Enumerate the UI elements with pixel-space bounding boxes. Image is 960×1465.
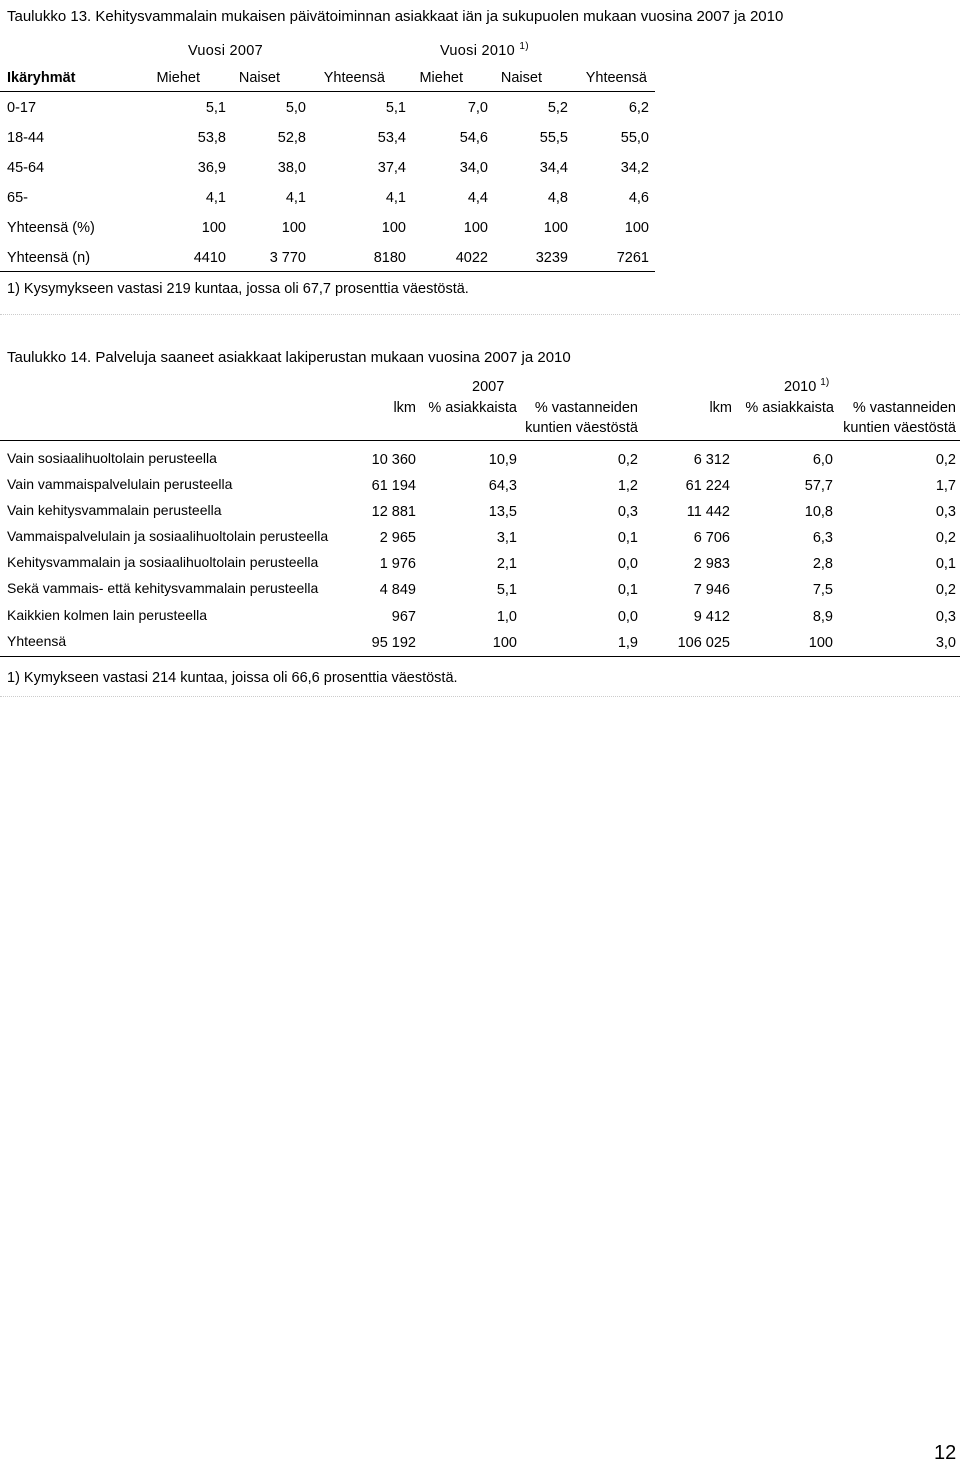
table14-cell: 0,2 <box>935 582 956 598</box>
table13-cell: 4,4 <box>467 190 488 206</box>
table14-cell: 100 <box>492 635 517 651</box>
section-divider <box>0 696 960 697</box>
table14-cell: 100 <box>808 635 833 651</box>
table13-col-header: Miehet <box>419 70 463 86</box>
table14-cell: 13,5 <box>488 504 517 520</box>
table14-cell: 6,3 <box>812 530 833 546</box>
table13-cell: 34,4 <box>539 160 568 176</box>
table14-cell: 6 706 <box>693 530 730 546</box>
table14-title: Taulukko 14. Palveluja saaneet asiakkaat lakiperustan mukaan vuosina 2007 ja 2010 <box>7 349 571 366</box>
table13-cell: 53,4 <box>377 130 406 146</box>
table13-year1-header: Vuosi 2007 <box>188 43 264 59</box>
table14-cell: 0,0 <box>617 556 638 572</box>
table13-cell: 5,2 <box>547 100 568 116</box>
table13-cell: 3239 <box>535 250 568 266</box>
table14-cell: 11 442 <box>686 504 730 520</box>
table14-row-label: Kehitysvammalain ja sosiaalihuoltolain perusteella <box>7 554 319 570</box>
table14-row-label: Kaikkien kolmen lain perusteella <box>7 607 207 623</box>
table13-cell: 55,0 <box>620 130 649 146</box>
table13-cell: 34,2 <box>620 160 649 176</box>
table14-row-label: Sekä vammais- että kehitysvammalain perusteella <box>7 580 319 596</box>
table14-col-lkm: lkm <box>709 400 732 416</box>
table13-cell: 7,0 <box>467 100 488 116</box>
table14-cell: 7,5 <box>812 582 833 598</box>
table14-cell: 64,3 <box>488 478 517 494</box>
table13-cell: 52,8 <box>277 130 306 146</box>
table13-cell: 55,5 <box>539 130 568 146</box>
table13-cell: 4,8 <box>547 190 568 206</box>
table14-cell: 4 849 <box>379 582 416 598</box>
table13-row-label: Yhteensä (n) <box>7 250 91 266</box>
table14-cell: 1,7 <box>935 478 956 494</box>
section-divider <box>0 314 960 315</box>
table14-col-lkm: lkm <box>393 400 416 416</box>
table13-cell: 8180 <box>373 250 406 266</box>
table14-cell: 61 194 <box>371 478 416 494</box>
table14-cell: 95 192 <box>371 635 416 651</box>
table14-cell: 6 312 <box>693 452 730 468</box>
table13-year2-header: Vuosi 2010 $^{1)}$ <box>440 41 529 59</box>
table13-cell: 4022 <box>455 250 488 266</box>
table13-col-header: Yhteensä <box>323 70 385 86</box>
table14-cell: 1,9 <box>617 635 638 651</box>
table14-cell: 0,3 <box>935 504 956 520</box>
table13-cell: 4,6 <box>628 190 649 206</box>
table14-cell: 5,1 <box>496 582 517 598</box>
table14-cell: 1,2 <box>617 478 638 494</box>
table13-cell: 7261 <box>616 250 649 266</box>
table14-cell: 3,0 <box>935 635 956 651</box>
table13-cell: 100 <box>201 220 226 236</box>
table13-cell: 54,6 <box>459 130 488 146</box>
table14-col-pct-pop: % vastanneiden <box>534 400 638 416</box>
table14-cell: 2 983 <box>693 556 730 572</box>
table13-cell: 4410 <box>193 250 226 266</box>
table13-col-header: Miehet <box>156 70 200 86</box>
table13-first-header: Ikäryhmät <box>7 70 76 86</box>
table14-cell: 57,7 <box>804 478 833 494</box>
table14-cell: 7 946 <box>693 582 730 598</box>
table14-cell: 10,8 <box>804 504 833 520</box>
table14-col-pct-pop-line2: kuntien väestöstä <box>525 420 638 436</box>
table14-cell: 2,1 <box>496 556 517 572</box>
table14-col-pct-clients: % asiakkaista <box>428 400 517 416</box>
table13-row-label: 45-64 <box>7 160 45 176</box>
table14-cell: 0,1 <box>935 556 956 572</box>
table14-cell: 10,9 <box>488 452 517 468</box>
table13-row-label: 65- <box>7 190 28 206</box>
table13-cell: 4,1 <box>285 190 306 206</box>
table13-row-label: Yhteensä (%) <box>7 220 95 236</box>
table14-cell: 0,2 <box>617 452 638 468</box>
table13-row-label: 18-44 <box>7 130 45 146</box>
table13-col-header: Yhteensä <box>585 70 647 86</box>
table13-cell: 100 <box>463 220 488 236</box>
table13-cell: 5,1 <box>205 100 226 116</box>
table14-cell: 10 360 <box>371 452 416 468</box>
table13-col-header: Naiset <box>238 70 280 86</box>
table13-cell: 37,4 <box>377 160 406 176</box>
table14-header-rule <box>0 440 960 441</box>
table13-cell: 3 770 <box>269 250 306 266</box>
table13-cell: 53,8 <box>197 130 226 146</box>
table13-cell: 5,0 <box>285 100 306 116</box>
table14-cell: 0,2 <box>935 530 956 546</box>
table13-title: Taulukko 13. Kehitysvammalain mukaisen päivätoiminnan asiakkaat iän ja sukupuolen mukaan vuosina 2007 ja 2010 <box>7 8 784 25</box>
table14-col-pct-clients: % asiakkaista <box>745 400 834 416</box>
table13-cell: 4,1 <box>385 190 406 206</box>
table13-cell: 4,1 <box>205 190 226 206</box>
table14-cell: 12 881 <box>371 504 416 520</box>
table13-row-label: 0-17 <box>7 100 37 116</box>
table14-cell: 9 412 <box>693 609 730 625</box>
table14-col-pct-pop: % vastanneiden <box>852 400 956 416</box>
table13-cell: 100 <box>543 220 568 236</box>
table14-row-label: Vammaispalvelulain ja sosiaalihuoltolain perusteella <box>7 528 329 544</box>
table14-row-label: Vain sosiaalihuoltolain perusteella <box>7 450 217 466</box>
table14-cell: 967 <box>391 609 416 625</box>
table14-cell: 0,1 <box>617 530 638 546</box>
table13-header-rule <box>0 91 655 92</box>
table14-cell: 1,0 <box>496 609 517 625</box>
table14-cell: 8,9 <box>812 609 833 625</box>
table14-year1-header: 2007 <box>472 379 505 395</box>
table13-footnote: 1) Kysymykseen vastasi 219 kuntaa, jossa oli 67,7 prosenttia väestöstä. <box>7 281 469 297</box>
table14-cell: 0,3 <box>935 609 956 625</box>
table13-cell: 5,1 <box>385 100 406 116</box>
table13-cell: 100 <box>381 220 406 236</box>
table13-cell: 34,0 <box>459 160 488 176</box>
table14-row-label: Vain vammaispalvelulain perusteella <box>7 476 233 492</box>
table14-footnote: 1) Kymykseen vastasi 214 kuntaa, joissa oli 66,6 prosenttia väestöstä. <box>7 670 458 686</box>
table13-cell: 100 <box>624 220 649 236</box>
table13-bottom-rule <box>0 271 655 272</box>
table14-cell: 0,3 <box>617 504 638 520</box>
table14-cell: 3,1 <box>496 530 517 546</box>
table14-cell: 2 965 <box>379 530 416 546</box>
table14-cell: 0,0 <box>617 609 638 625</box>
table14-cell: 2,8 <box>812 556 833 572</box>
table13-cell: 6,2 <box>628 100 649 116</box>
page-number: 12 <box>934 1442 957 1464</box>
table14-col-pct-pop-line2: kuntien väestöstä <box>843 420 956 436</box>
table13-cell: 100 <box>281 220 306 236</box>
table14-cell: 0,2 <box>935 452 956 468</box>
table13-cell: 38,0 <box>277 160 306 176</box>
table14-cell: 6,0 <box>812 452 833 468</box>
table14-row-label: Vain kehitysvammalain perusteella <box>7 502 222 518</box>
table14-cell: 1 976 <box>379 556 416 572</box>
table14-cell: 0,1 <box>617 582 638 598</box>
table14-year2-header: 2010 $^{1)}$ <box>784 377 830 395</box>
table14-cell: 61 224 <box>685 478 730 494</box>
table14-cell: 106 025 <box>677 635 730 651</box>
table14-bottom-rule <box>0 656 960 657</box>
table13-col-header: Naiset <box>500 70 542 86</box>
table14-row-label: Yhteensä <box>7 633 67 649</box>
table13-cell: 36,9 <box>197 160 226 176</box>
